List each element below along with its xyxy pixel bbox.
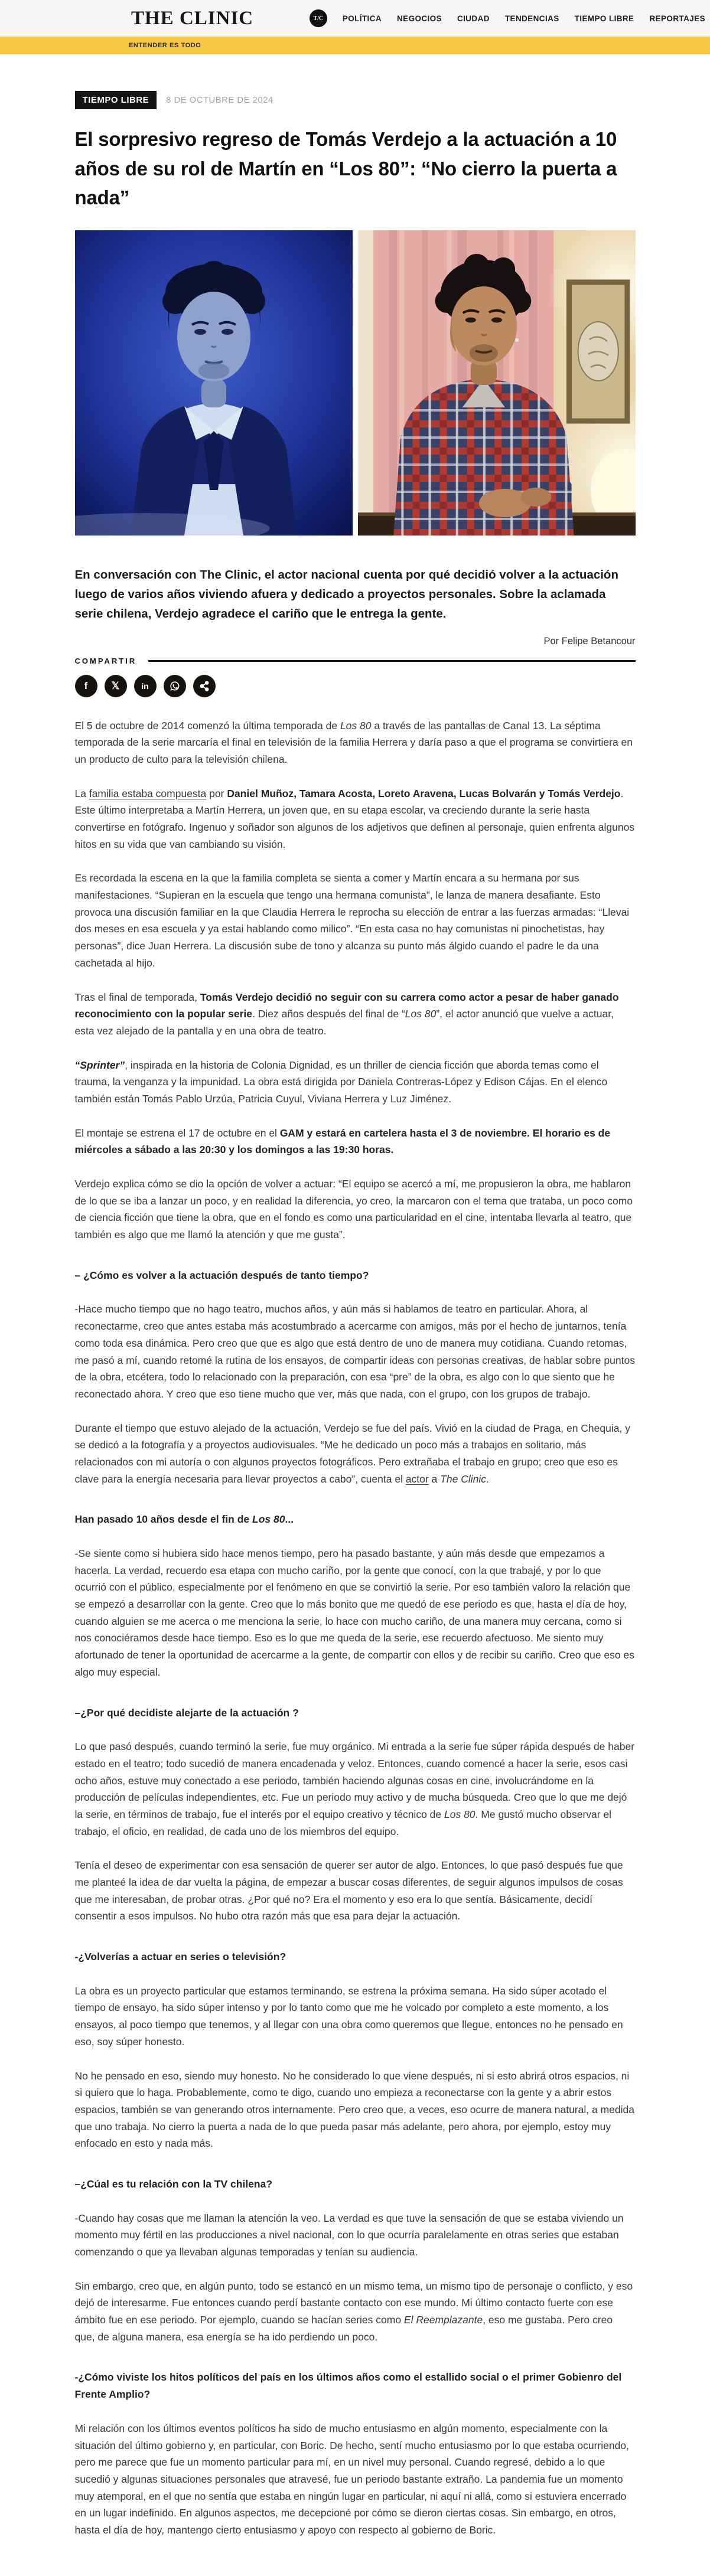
- share-nodes-icon[interactable]: [193, 675, 216, 697]
- whatsapp-icon[interactable]: [164, 675, 186, 697]
- text-segment: La obra es un proyecto particular que estamos terminando, se estrena la próxima semana. Ha sido súper acotado el tiempo de ensayo, ha sido súper intenso y por lo tanto como que me he volcado por completo a este momento, a los ensayos, al poco tiempo que tenemos, y al llegar con una obra como queremos que llegue, entonces no he pensado en eso, soy súper honesto.: [74, 1984, 623, 2048]
- text-segment: ”, el actor anunció que vuelve a actuar, esta vez alejado de la pantalla y en una obra de teatro.: [74, 1008, 614, 1037]
- nav-item-ciudad[interactable]: CIUDAD: [457, 14, 490, 23]
- inline-link[interactable]: familia estaba compuesta: [89, 787, 207, 799]
- text-segment: Los 80: [340, 719, 372, 732]
- text-segment: ...: [285, 1513, 294, 1526]
- text-segment: -¿Cómo viviste los hitos políticos del país en los últimos años como el estallido social o el primer Gobienro del Frente Amplio?: [74, 2371, 622, 2401]
- text-segment: -¿: [74, 1951, 85, 1963]
- text-segment: Es recordada la escena en la que la familia completa se sienta a comer y Martín encara a su hermana por sus manifestaciones. “Supieran en la escuela que tengo una hermana comunista”, le lanza de manera desafiante. Esto provoca una discusión familiar en la que Claudia Herrera le reprocha su elección de entrar a las fuerzas armadas: “Llevai dos meses en esa escuela y ya estai hablando como milico”. “En esta casa no hay comunistas ni pinochetistas, hay personas”, dice Juan Herrera. La discusión sube de tono y alcanza su punto más álgido cuando el padre le da una cachetada al hijo.: [74, 872, 630, 969]
- text-segment: ?: [279, 1951, 286, 1963]
- interview-question: [75, 2176, 636, 2193]
- interview-question: [75, 2369, 636, 2402]
- interview-question: [75, 1948, 636, 1966]
- share-label: COMPARTIR: [74, 656, 137, 665]
- text-segment: “Sprinter”: [74, 1059, 125, 1071]
- interview-question: [75, 1705, 636, 1722]
- text-segment: Daniel Muñoz, Tamara Acosta, Loreto Aravena, Lucas Bolvarán y Tomás Verdejo: [227, 787, 621, 799]
- article-paragraph: [75, 1176, 636, 1243]
- share-row: [75, 657, 636, 665]
- text-segment: , inspirada en la historia de Colonia Dignidad, es un thriller de ciencia ficción que aborda temas como el trauma, la venganza y la impunidad. La obra está dirigida por Daniela Contreras-López y Edison Cájas. En el elenco también están Tomás Pablo Urzúa, Patricia Cuyul, Viviana Herrera y Luz Jiménez.: [74, 1059, 608, 1105]
- share-icons: [75, 675, 636, 697]
- text-segment: – ¿Cómo es volver a la actuación después de tanto tiempo?: [74, 1269, 369, 1281]
- text-segment: Verdejo explica cómo se dio la opción de volver a actuar: “El equipo se acercó a mí, me propusieron la obra, me hablaron de lo que se iba a lanzar un poco, y en realidad la diferencia, yo creo, la marcaron con el tema que trataba, un poco como de ciencia ficción que tiene la obra, que en el fondo es como una particularidad en el cine, intentaba llevarla al teatro, que también es algo que me llamó la atención y que me gusta”.: [74, 1178, 633, 1241]
- nav-item-politica[interactable]: POLÍTICA: [342, 14, 382, 23]
- text-segment: Tenía el deseo de experimentar con esa sensación de querer ser autor de algo. Entonces, lo que pasó después fue que me planteé la idea de dar vuelta la página, de empezar a buscar cosas diferentes, de seguir algunos impulsos de cosas que me interesaban, de probar otras. ¿Por qué no? Era el momento y eso era lo que sentía. Básicamente, decidí consentir a esos impulsos. No hubo otra razón más que esa para dejar la actuación.: [74, 1859, 623, 1922]
- text-segment: GAM y estará en cartelera hasta el 3 de noviembre. El horario es de miércoles a sábado a las 20:30 y los domingos a las 19:30 horas.: [74, 1127, 611, 1156]
- article-paragraph: [75, 717, 636, 768]
- text-segment: a: [428, 1473, 441, 1485]
- text-segment: Tras el final de temporada,: [74, 991, 200, 1003]
- text-segment: La: [74, 787, 89, 799]
- text-segment: . Diez años después del final de “: [252, 1008, 405, 1020]
- article-paragraph: [75, 1301, 636, 1402]
- text-segment: The Clinic: [440, 1473, 487, 1485]
- article-paragraph: [75, 1857, 636, 1925]
- text-segment: .: [486, 1473, 489, 1485]
- text-segment: El Reemplazante: [403, 2314, 483, 2326]
- article: [75, 91, 636, 2576]
- hero-photo-left: [75, 230, 353, 536]
- article-lede: En conversación con The Clinic, el actor nacional cuenta por qué decidió volver a la actuación luego de varios años viviendo afuera y dedicado a proyectos personales. Sobre la aclamada serie chilena, Verdejo agradece el cariño que le entrega la gente.: [74, 567, 618, 621]
- text-segment: , eso me gustaba. Pero creo que, de alguna manera, esa energía se ha ido perdiendo un poco.: [74, 2314, 613, 2343]
- article-paragraph: [75, 1983, 636, 2051]
- text-segment: Los 80: [444, 1808, 475, 1820]
- article-paragraph: [75, 2068, 636, 2152]
- hero-photo-right: [358, 230, 636, 536]
- header-nav-group: [310, 9, 705, 27]
- text-segment: por: [206, 787, 227, 799]
- text-segment: Han pasado 10 años desde el fin de: [74, 1513, 253, 1526]
- nav-item-reportajes[interactable]: REPORTAJES: [649, 14, 705, 23]
- article-paragraph: [75, 989, 636, 1040]
- nav-item-tiempo-libre[interactable]: TIEMPO LIBRE: [574, 14, 634, 23]
- text-segment: No he pensado en eso, siendo muy honesto. No he considerado lo que viene después, ni si esto abrirá otros espacios, ni si quiero que lo haga. Probablemente, como te digo, cuando uno empieza a reconectarse con la gente y a abrir estos espacios, también se van generando otros internamente. Pero creo que, a veces, eso ocurre de manera natural, a medida que uno trabaja. No cierro la puerta a nada de lo que pueda pasar más adelante, pero ahora, por ejemplo, estoy muy enfocado en esto y nada más.: [74, 2069, 635, 2150]
- text-segment: El montaje se estrena el 17 de octubre en el: [74, 1127, 280, 1139]
- site-logo[interactable]: THE CLINIC: [131, 7, 254, 29]
- text-segment: Mi relación con los últimos eventos políticos ha sido de mucho entusiasmo en algún momento, especialmente con la situación del último gobierno y, en particular, con Boric. De hecho, sentí mucho entusiasmo por lo que estaba ocurriendo, pero me parece que fue un momento particular para mí, en un nivel muy personal. Cuando regresé, debido a lo que sucedió y algunas situaciones personales que atravesé, fue un periodo bastante extraño. La pandemia fue un momento muy atemporal, en el que no sentía que estaba en ningún lugar en particular, ni aquí ni allá, como si estuviera encerrado en un lugar indefinido. En algunos aspectos, me decepcioné por cómo se dieron ciertas cosas. Sin embargo, en otros, hasta el día de hoy, mantengo cierto entusiasmo y apoyo con respecto al gobierno de Boric.: [74, 2422, 629, 2536]
- interview-question: [75, 1511, 636, 1528]
- interview-question: [75, 1267, 636, 1284]
- nav-item-negocios[interactable]: NEGOCIOS: [397, 14, 442, 23]
- text-segment: Sin embargo, creo que, en algún punto, todo se estancó en un mismo tema, un mismo tipo de personaje o conflicto, y eso dejó de interesarme. Fue entonces cuando perdí bastante contacto con ese mundo. Mi último contacto fuerte con ese ámbito fue en ese periodo. Por ejemplo, cuando se hacían series como: [74, 2280, 633, 2326]
- text-segment: Volverías a actuar en series o televisión: [84, 1951, 280, 1963]
- share-divider: [148, 660, 635, 662]
- article-paragraph: [75, 1057, 636, 1108]
- text-segment: El 5 de octubre de 2014 comenzó la última temporada de: [74, 719, 340, 732]
- article-paragraph: [75, 1125, 636, 1158]
- article-paragraph: [75, 1738, 636, 1840]
- x-twitter-icon[interactable]: 𝕏: [105, 675, 127, 697]
- text-segment: Durante el tiempo que estuvo alejado de la actuación, Verdejo se fue del país. Vivió en la ciudad de Praga, en Chequia, y se dedicó a la fotografía y a proyectos audiovisuales. “Me he dedicado un poco más a trabajos en solitario, más relacionados con mi autoría o con algunos proyectos fotográficos. Pero extrañaba el trabajo en grupo; creo que eso es clave para la energía necesaria para llevar proyectos a cabo”, cuenta el: [74, 1422, 630, 1485]
- article-paragraph: [75, 1545, 636, 1681]
- hero-image: [75, 230, 636, 536]
- article-date: 8 DE OCTUBRE DE 2024: [166, 95, 273, 105]
- text-segment: –¿Cúal es tu relación con la TV chilena?: [74, 2177, 273, 2190]
- article-paragraph: [75, 870, 636, 971]
- linkedin-icon[interactable]: in: [134, 675, 157, 697]
- article-paragraph: [75, 1420, 636, 1488]
- article-paragraph: [75, 2210, 636, 2261]
- page-title: El sorpresivo regreso de Tomás Verdejo a la actuación a 10 años de su rol de Martín en “Los 80”: “No cierro la puerta a nada”: [74, 128, 617, 208]
- site-header: [0, 0, 710, 37]
- article-paragraph: [75, 785, 636, 853]
- article-paragraph: [75, 2420, 636, 2539]
- nav-item-tendencias[interactable]: TENDENCIAS: [504, 14, 559, 23]
- main-nav: [343, 14, 705, 23]
- article-meta: [75, 91, 636, 109]
- text-segment: Lo que pasó después, cuando terminó la serie, fue muy orgánico. Mi entrada a la serie fue súper rápida después de haber estado en el teatro; todo sucedió de manera encadenada y veloz. Entonces, cuando comencé a hacer la serie, esos casi ocho años, estuve muy conectado a ese periodo, también haciendo algunas cosas en cine, involucrándome en la producción de películas independientes, etc. Fue un periodo muy activo y de mucha búsqueda. Creo que lo que me dejó la serie, en términos de trabajo, fue el interés por el equipo creativo y técnico de: [74, 1741, 635, 1820]
- text-segment: –¿Por qué decidiste alejarte de la actuación ?: [74, 1706, 299, 1719]
- text-segment: -Hace mucho tiempo que no hago teatro, muchos años, y aún más si hablamos de teatro en particular. Ahora, al reconectarme, creo que antes estaba más acostumbrado a acercarme con amigos, más por el hecho de juntarnos, tenía como toda esa dinámica. Pero creo que que es algo que está dentro de uno de manera muy cotidiana. Cuando retomas, me pasó a mí, cuando retomé la rutina de los ensayos, de compartir ideas con personas creativas, de hablar sobre puntos de la obra, etcétera, todo lo relacionado con la preparación, con esa “pre” de la obra, es algo con lo que siento que he reconectado ahora. Y creo que eso tiene mucho que ver, más que nada, con el grupo, con los grupos de trabajo.: [74, 1303, 635, 1400]
- facebook-icon[interactable]: f: [75, 675, 97, 697]
- text-segment: Los 80: [252, 1513, 285, 1526]
- text-segment: Tomás Verdejo decidió no seguir con su carrera como actor a pesar de haber ganado reconocimiento con la popular serie: [74, 991, 619, 1020]
- inline-link[interactable]: actor: [405, 1473, 429, 1485]
- article-paragraph: [75, 2278, 636, 2346]
- text-segment: . Me gustó mucho observar el trabajo, el oficio, en realidad, de cada uno de los miembros del equipo.: [74, 1808, 612, 1837]
- text-segment: -Cuando hay cosas que me llaman la atención la veo. La verdad es que tuve la sensación de que se estaba viviendo un momento muy fértil en las producciones a nivel nacional, con lo que ocurría paralelamente en otras series que estaban comenzando o que ya llevaban algunas temporadas y tenían su audiencia.: [74, 2212, 624, 2258]
- article-body: [75, 717, 636, 2576]
- text-segment: Los 80: [405, 1008, 437, 1020]
- text-segment: . Este último interpretaba a Martín Herrera, un joven que, en su etapa escolar, va creciendo durante la serie hasta convertirse en fotógrafo. Ingenuo y soñador son algunos de los adjetivos que definen al personaje, quien enfrenta algunos hitos en su vida que van cambiando su visión.: [74, 787, 635, 850]
- text-segment: a través de las pantallas de Canal 13. La séptima temporada de la serie marcaría el final en televisión de la familia Herrera y daría paso a que el programa se convirtiera en un producto de culto para la televisión chilena.: [74, 719, 633, 765]
- tc-logo-icon[interactable]: T/C: [310, 9, 327, 27]
- text-segment: -Se siente como si hubiera sido hace menos tiempo, pero ha pasado bastante, y aún más desde que empezamos a hacerla. La verdad, recuerdo esa etapa con mucho cariño, por la gente que conocí, con la que trabajé, y por lo que ocurrió con el público, especialmente por el fenómeno en que se convirtió la serie. Por eso también valoro la relación que se empezó a desarrollar con la gente. Creo que lo más bonito que me quedó de ese periodo es que, hasta el día de hoy, cuando alguien se me acerca o me menciona la serie, lo hace con mucho cariño, de una manera muy cercana, como si nos conociéramos desde hace tiempo. Eso es lo que me queda de la serie, ese recuerdo afectuoso. Me siento muy afortunado de tener la oportunidad de acercarme a la gente, de compartir con ellos y de recibir su cariño. Creo que eso es algo muy especial.: [74, 1547, 634, 1678]
- tagline-bar: [0, 37, 710, 54]
- byline: Por Felipe Betancour: [543, 635, 636, 647]
- category-badge[interactable]: TIEMPO LIBRE: [75, 91, 157, 109]
- site-tagline: ENTENDER ES TODO: [129, 42, 201, 49]
